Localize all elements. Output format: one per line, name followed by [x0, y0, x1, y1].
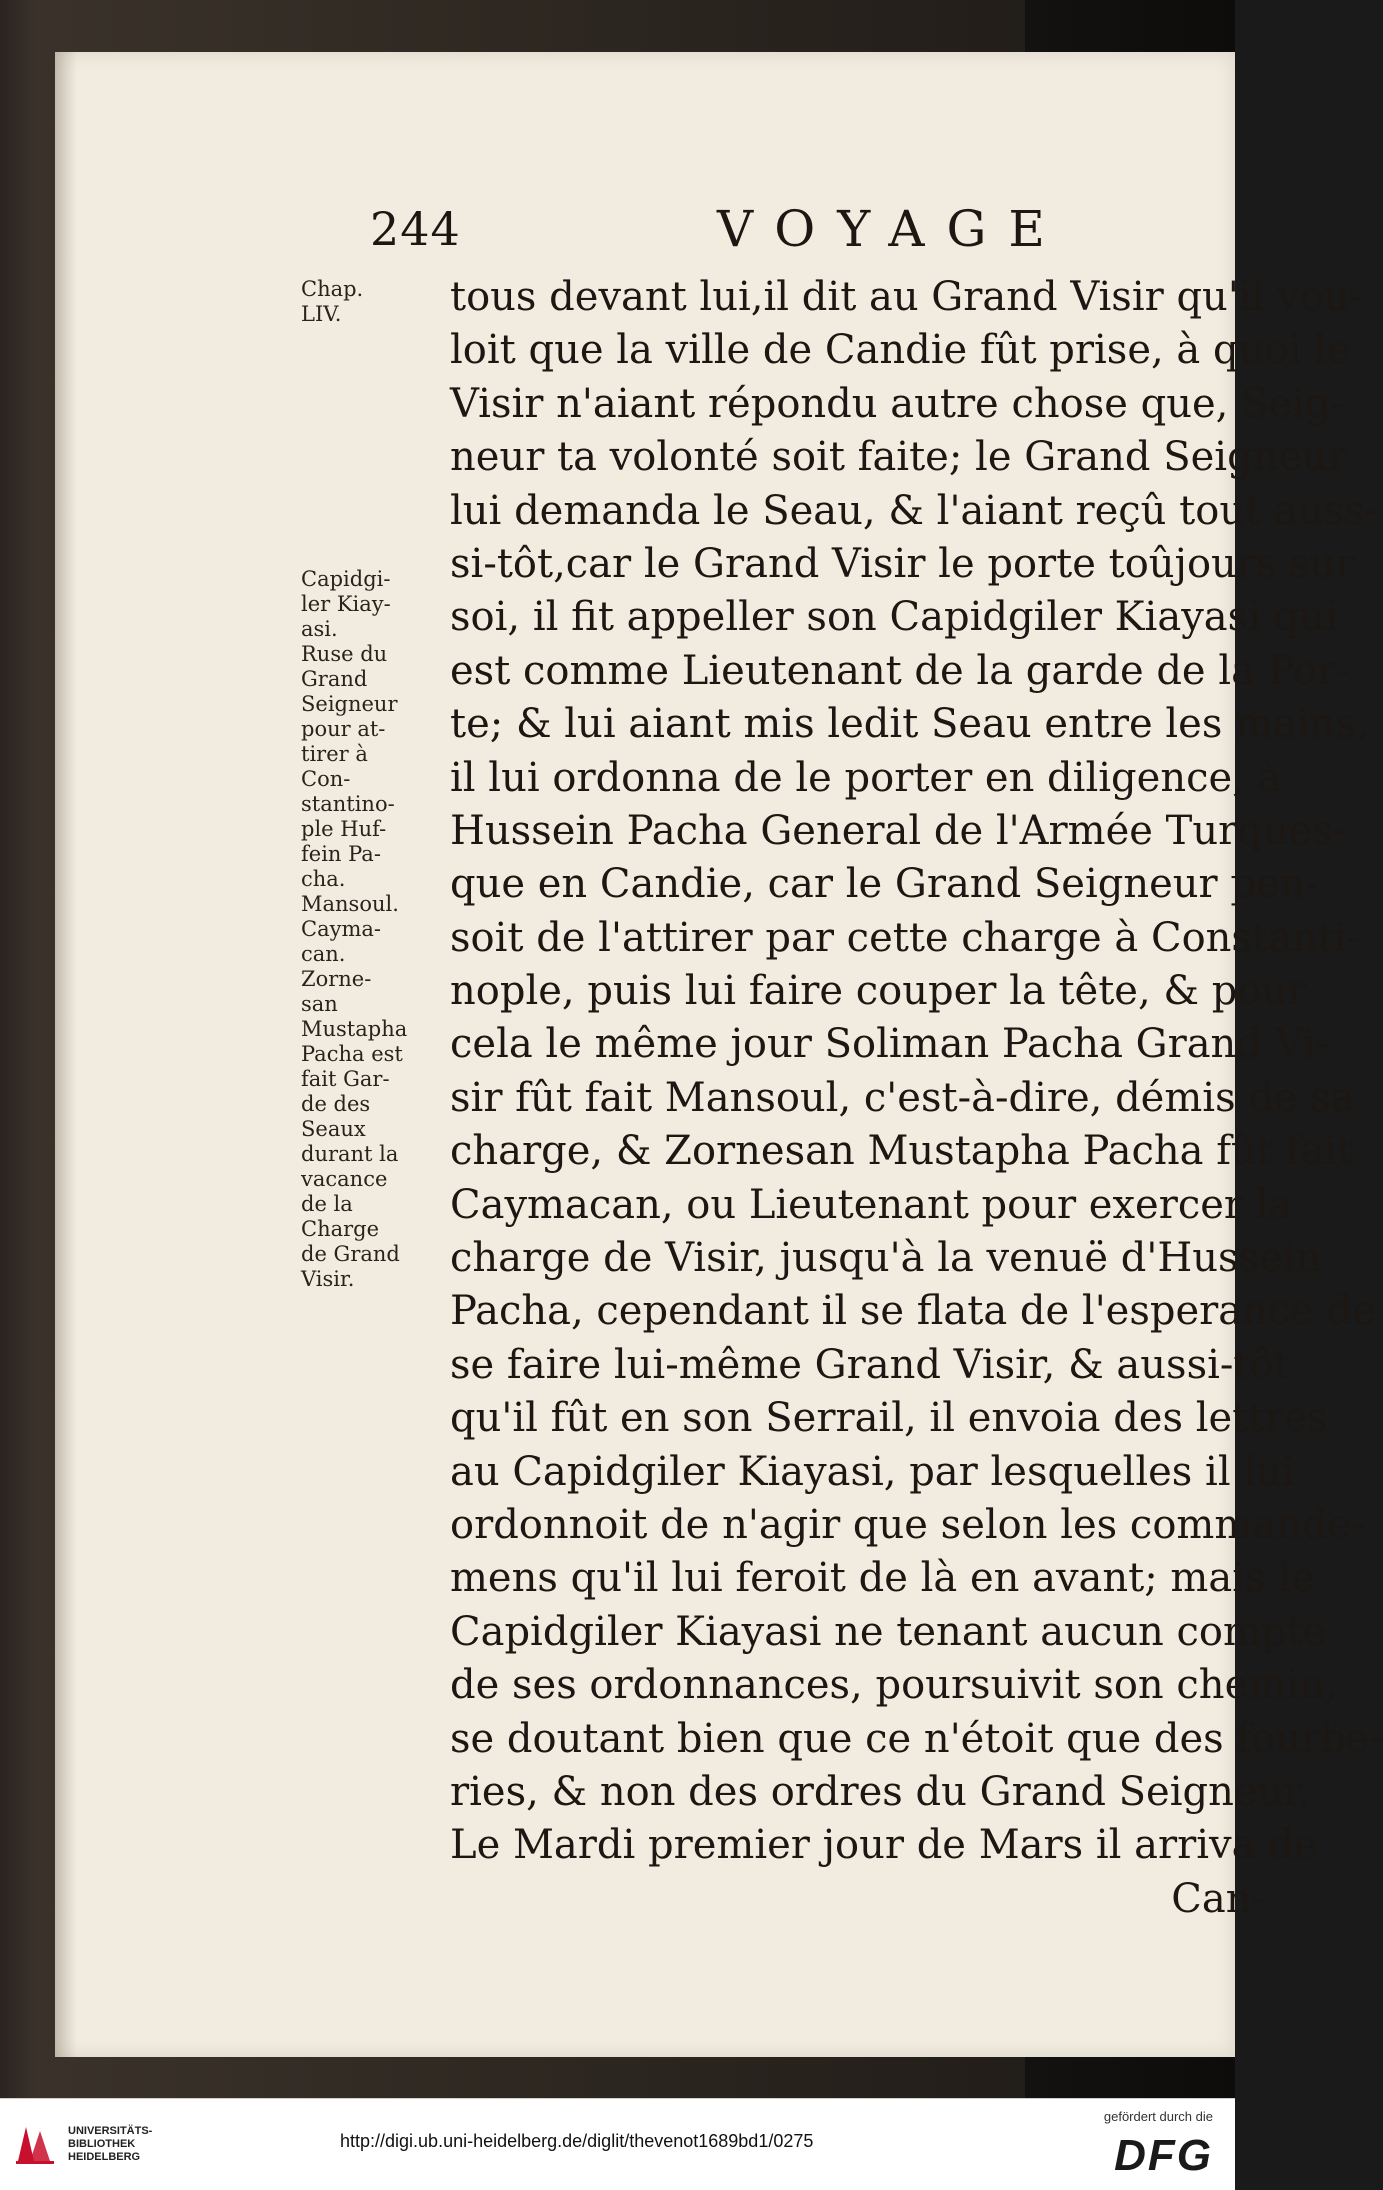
margin-note-line: pour at-	[301, 717, 386, 741]
margin-note-line: stantino-	[301, 792, 395, 816]
margin-note-line: durant la	[301, 1142, 399, 1166]
catchword: Can-	[1171, 1875, 1265, 1922]
main-text	[450, 271, 1383, 1926]
margin-note-line: asi.	[301, 617, 338, 641]
text-line: charge de Visir, jusqu'à la venuë d'Hussein	[450, 1235, 1322, 1282]
library-name-line: BIBLIOTHEK	[68, 2138, 136, 2150]
text-line: Capidgiler Kiayasi ne tenant aucun compte	[450, 1608, 1327, 1655]
text-line: qu'il fût en son Serrail, il envoia des lettres	[450, 1395, 1328, 1442]
margin-note-line: Visir.	[301, 1267, 355, 1291]
margin-note-line: de des	[301, 1092, 371, 1116]
library-logo[interactable]	[12, 2117, 172, 2173]
margin-note-line: can.	[301, 942, 346, 966]
text-line: au Capidgiler Kiayasi, par lesquelles il lui	[450, 1448, 1295, 1495]
margin-note-line: ple Huf-	[301, 817, 387, 841]
sponsor-label: gefördert durch die	[1103, 2109, 1213, 2124]
margin-note-line: Pacha est	[301, 1042, 403, 1066]
text-line: neur ta volonté soit faite; le Grand Seigneur	[450, 434, 1347, 481]
dfg-logo[interactable]: DFG	[1114, 2131, 1213, 2180]
text-line: Caymacan, ou Lieutenant pour exercer la	[450, 1181, 1293, 1228]
viewer-footer	[0, 2098, 1235, 2190]
text-line: Visir n'aiant répondu autre chose que, Seig-	[450, 380, 1345, 427]
text-line: mens qu'il lui feroit de là en avant; mais le	[450, 1555, 1315, 1602]
library-seal-icon	[12, 2121, 58, 2167]
text-line: il lui ordonna de le porter en diligence, à	[450, 754, 1282, 801]
text-line: si-tôt,car le Grand Visir le porte toûjours sur	[450, 540, 1355, 587]
text-line: nople, puis lui faire couper la tête, & pour	[450, 968, 1307, 1015]
text-line: lui demanda le Seau, & l'aiant reçû tout auss-	[450, 487, 1379, 534]
text-line: te; & lui aiant mis ledit Seau entre les mains,	[450, 701, 1369, 748]
margin-note-line: Charge	[301, 1217, 380, 1241]
margin-note-line: Mansoul.	[301, 892, 399, 916]
text-line: est comme Lieutenant de la garde de la Por-	[450, 647, 1350, 694]
text-line: sir fût fait Mansoul, c'est-à-dire, démis de sa	[450, 1074, 1355, 1121]
margin-note-line: ler Kiay-	[301, 592, 391, 616]
margin-note-line: Cayma-	[301, 917, 381, 941]
text-line: soit de l'attirer par cette charge à Constanti-	[450, 914, 1361, 961]
permalink-url[interactable]: http://digi.ub.uni-heidelberg.de/diglit/thevenot1689bd1/0275	[340, 2131, 814, 2151]
text-line: Pacha, cependant il se flata de l'esperance de	[450, 1288, 1376, 1335]
text-line: de ses ordonnances, poursuivit son chemin,	[450, 1662, 1338, 1709]
margin-note-line: cha.	[301, 867, 346, 891]
margin-notes	[301, 277, 441, 1292]
margin-note-line: Con-	[301, 767, 351, 791]
margin-note-line: Seaux	[301, 1117, 366, 1141]
text-line: cela le même jour Soliman Pacha Grand Vi-	[450, 1021, 1330, 1068]
margin-note-line: vacance	[301, 1167, 388, 1191]
margin-note-line: tirer à	[301, 742, 368, 766]
margin-note-line: fait Gar-	[301, 1067, 390, 1091]
library-name-line: HEIDELBERG	[68, 2151, 141, 2163]
margin-note-line: LIV.	[301, 302, 342, 326]
text-line: ries, & non des ordres du Grand Seigneur.	[450, 1768, 1311, 1815]
text-line: charge, & Zornesan Mustapha Pacha fût fait	[450, 1128, 1354, 1175]
text-line: ordonnoit de n'agir que selon les commande-	[450, 1501, 1365, 1548]
margin-note-line: de la	[301, 1192, 353, 1216]
margin-note	[301, 277, 441, 327]
margin-note-line: Seigneur	[301, 692, 398, 716]
margin-note-line: fein Pa-	[301, 842, 381, 866]
text-line: soi, il fit appeller son Capidgiler Kiayasi qui	[450, 594, 1338, 641]
margin-note-line: Ruse du	[301, 642, 388, 666]
text-line: se doutant bien que ce n'étoit que des fourbe-	[450, 1715, 1383, 1762]
margin-note-line: Zorne-	[301, 967, 372, 991]
library-name	[68, 2125, 152, 2164]
margin-note-line: Grand	[301, 667, 368, 691]
page-number: 244	[370, 202, 461, 256]
margin-note-line: Mustapha	[301, 1017, 408, 1041]
running-head: VOYAGE	[717, 200, 1067, 258]
library-name-line: UNIVERSITÄTS-	[68, 2125, 153, 2137]
text-line: que en Candie, car le Grand Seigneur pen-	[450, 861, 1319, 908]
text-line: loit que la ville de Candie fût prise, à quoi le	[450, 327, 1351, 374]
margin-note-line: san	[301, 992, 338, 1016]
margin-note-line: Chap.	[301, 277, 364, 301]
margin-note	[301, 567, 441, 1292]
text-line: tous devant lui,il dit au Grand Visir qu'il vou-	[450, 274, 1364, 320]
margin-note-line: Capidgi-	[301, 567, 391, 591]
text-line: se faire lui-même Grand Visir, & aussi-tôt	[450, 1341, 1290, 1388]
book-page	[55, 52, 1383, 2057]
text-line: Hussein Pacha General de l'Armée Turques-	[450, 807, 1347, 854]
text-line: Le Mardi premier jour de Mars il arriva de	[450, 1822, 1318, 1869]
margin-note-line: de Grand	[301, 1242, 400, 1266]
